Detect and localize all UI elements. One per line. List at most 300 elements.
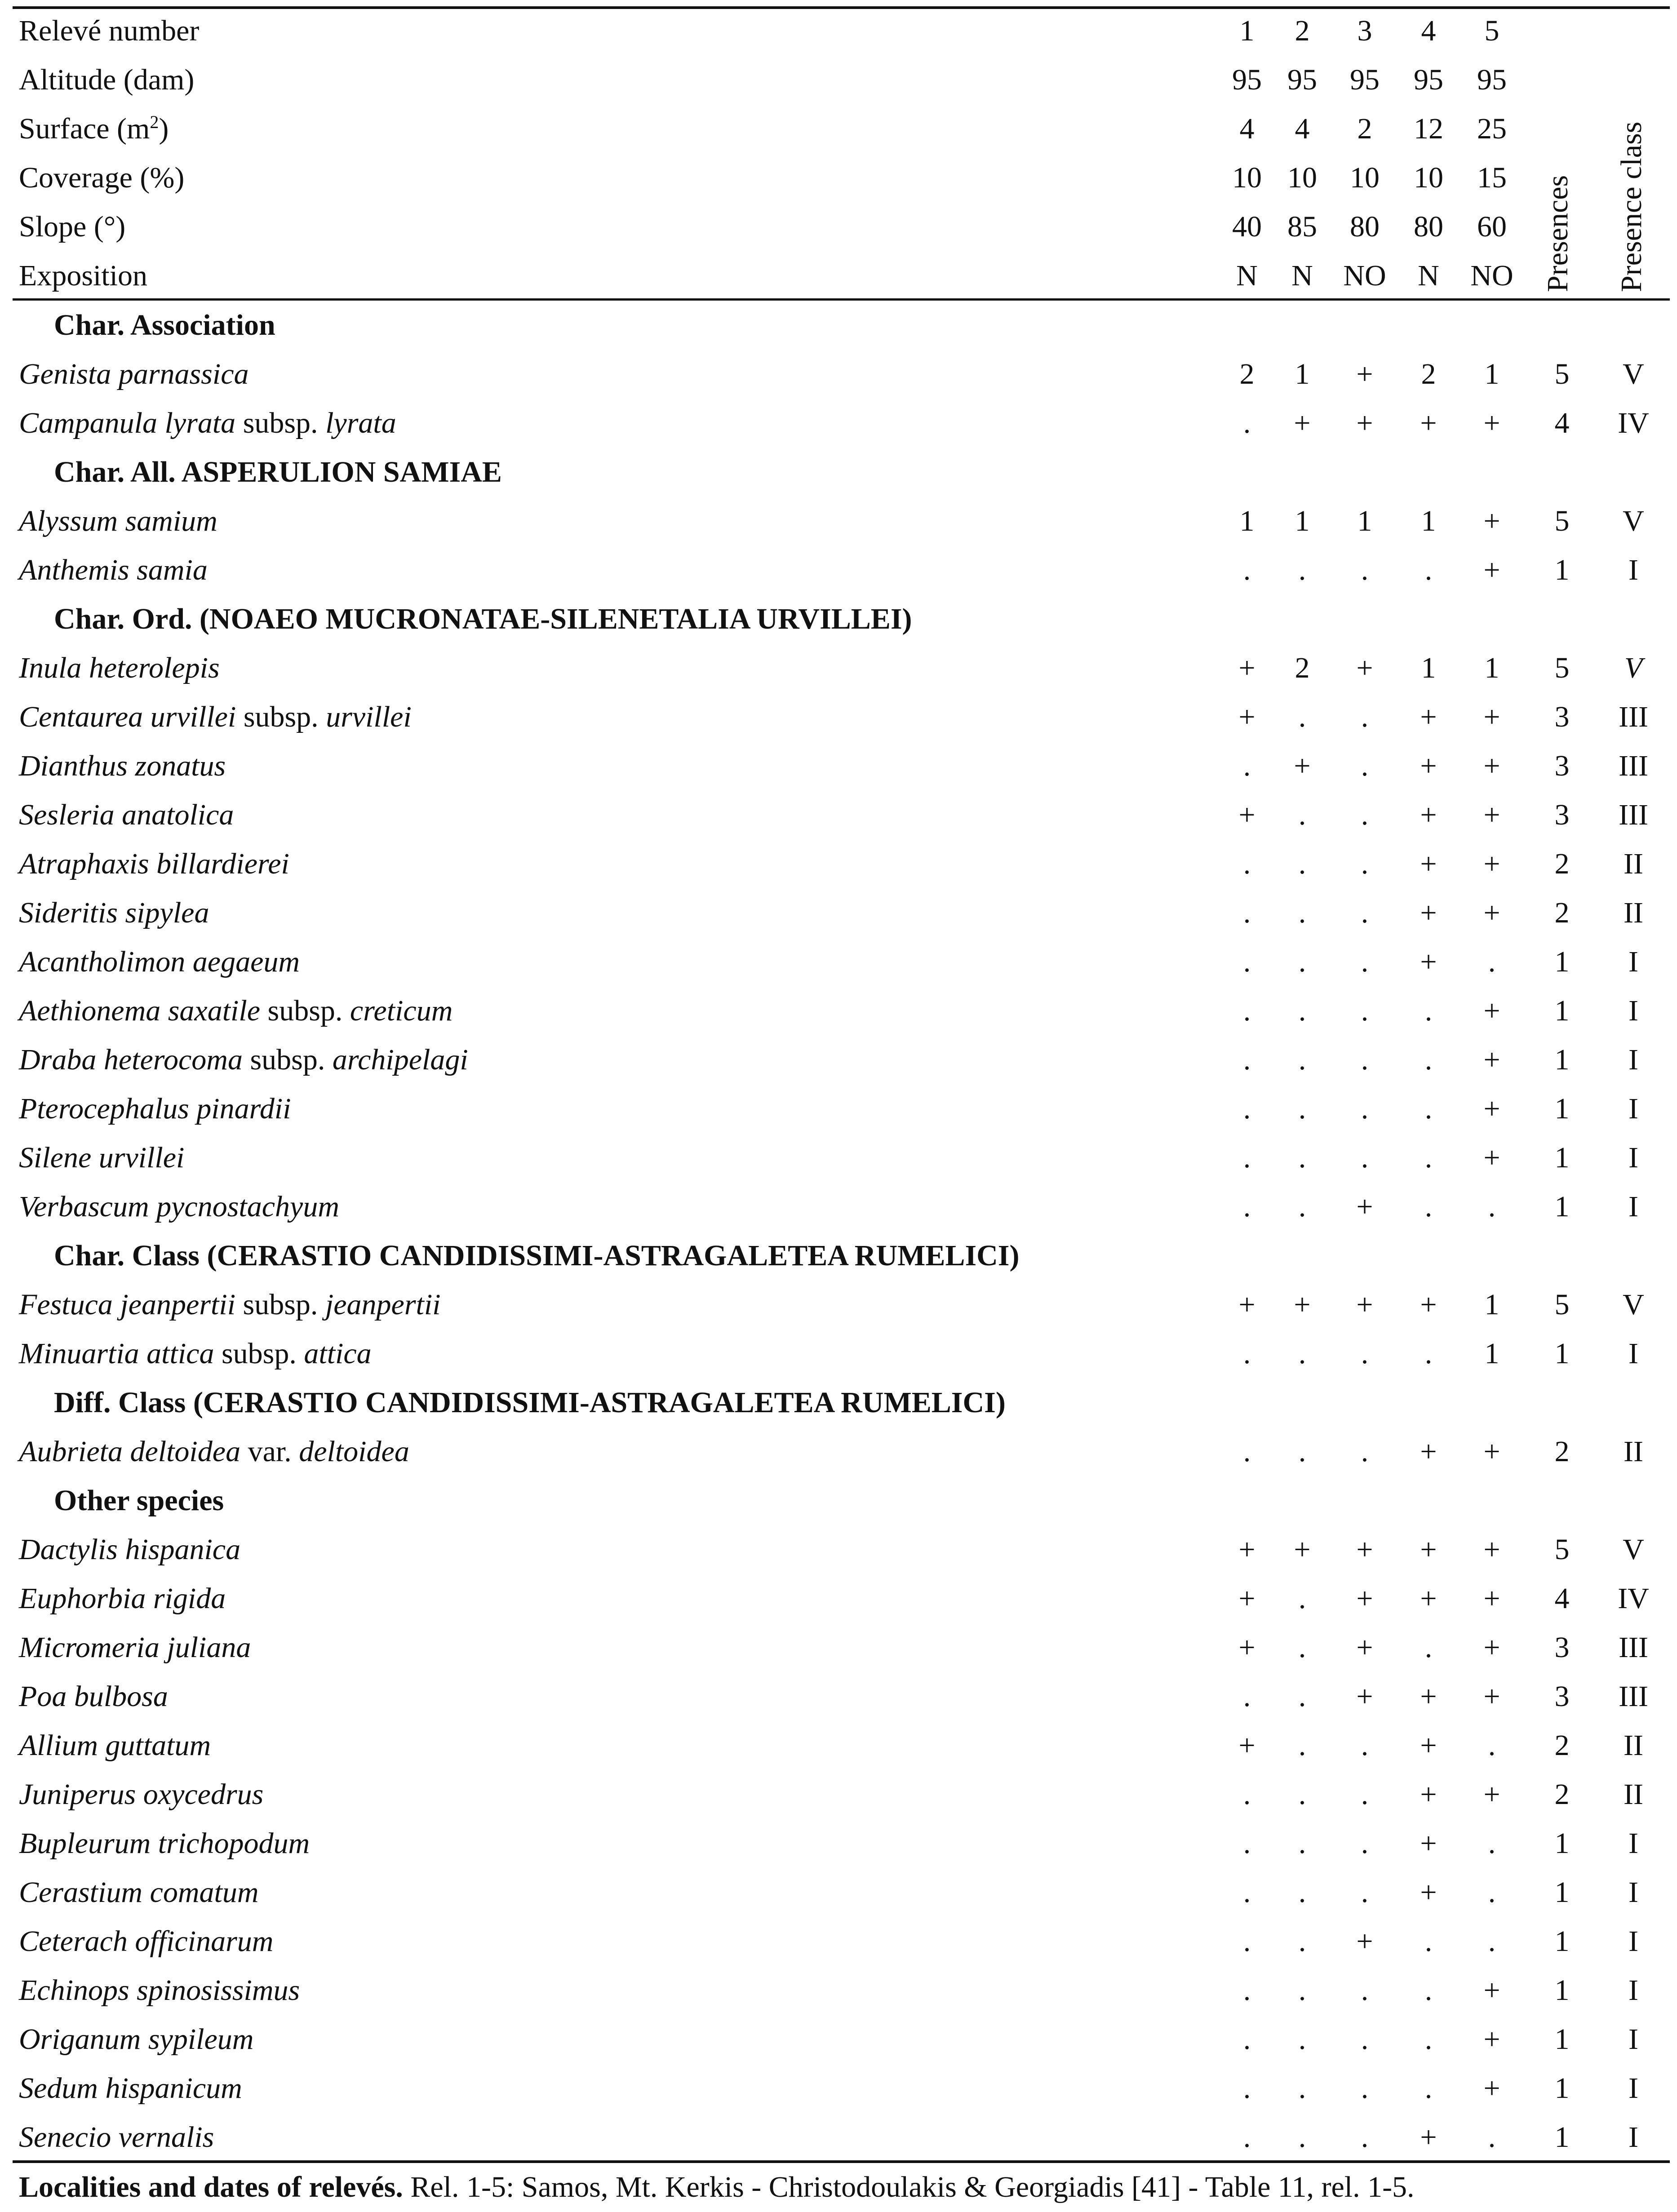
species-name: Aubrieta deltoidea var. deltoidea xyxy=(19,1435,409,1468)
cover-value-releve-4: . xyxy=(1424,1190,1433,1223)
cover-value-releve-4: + xyxy=(1420,945,1437,978)
header-value: 12 xyxy=(1414,112,1443,145)
cover-value-releve-1: + xyxy=(1238,1729,1256,1762)
presence-class-value: I xyxy=(1628,1043,1638,1076)
species-row xyxy=(0,1280,1677,1329)
cover-value-releve-4: . xyxy=(1424,554,1433,586)
species-name: Atraphaxis billardierei xyxy=(19,847,289,880)
header-value: 3 xyxy=(1357,14,1372,47)
presence-class-value: I xyxy=(1628,1190,1638,1223)
cover-value-releve-4: + xyxy=(1420,1680,1437,1713)
presences-value: 5 xyxy=(1554,652,1570,684)
cover-value-releve-3: . xyxy=(1361,2023,1369,2056)
species-row xyxy=(0,1623,1677,1672)
species-name: Silene urvillei xyxy=(19,1141,185,1174)
presence-class-value: III xyxy=(1619,700,1648,733)
cover-value-releve-3: + xyxy=(1356,1190,1373,1223)
cover-value-releve-4: + xyxy=(1420,1582,1437,1615)
cover-value-releve-1: . xyxy=(1243,896,1251,929)
section-heading: Char. All. ASPERULION SAMIAE xyxy=(54,456,502,488)
cover-value-releve-1: + xyxy=(1238,1533,1256,1566)
cover-value-releve-4: . xyxy=(1424,2023,1433,2056)
cover-value-releve-5: + xyxy=(1483,1680,1500,1713)
cover-value-releve-3: + xyxy=(1356,1680,1373,1713)
cover-value-releve-2: . xyxy=(1298,1974,1306,2007)
cover-value-releve-1: . xyxy=(1243,1043,1251,1076)
presence-class-value: V xyxy=(1623,358,1644,390)
species-row xyxy=(0,1525,1677,1574)
header-value: 80 xyxy=(1414,210,1443,243)
header-label: Slope (°) xyxy=(19,210,126,243)
section-heading: Char. Ord. (NOAEO MUCRONATAE-SILENETALIA URVILLEI) xyxy=(54,603,912,635)
presences-value: 2 xyxy=(1554,1778,1570,1811)
header-value: 95 xyxy=(1232,63,1262,96)
header-value: 4 xyxy=(1421,14,1436,47)
species-row xyxy=(0,350,1677,399)
cover-value-releve-5: + xyxy=(1483,749,1500,782)
cover-value-releve-4: . xyxy=(1424,1925,1433,1958)
cover-value-releve-4: . xyxy=(1424,1141,1433,1174)
section-heading: Other species xyxy=(54,1484,224,1517)
presence-class-value: I xyxy=(1628,1092,1638,1125)
species-row xyxy=(0,1868,1677,1917)
cover-value-releve-3: . xyxy=(1361,1337,1369,1370)
presences-value: 1 xyxy=(1554,1925,1570,1958)
cover-value-releve-4: . xyxy=(1424,1043,1433,1076)
header-value: 4 xyxy=(1295,112,1310,145)
cover-value-releve-2: . xyxy=(1298,1680,1306,1713)
presences-value: 5 xyxy=(1554,1533,1570,1566)
cover-value-releve-3: . xyxy=(1361,1876,1369,1909)
species-row xyxy=(0,692,1677,741)
presences-value: 1 xyxy=(1554,1190,1570,1223)
section-heading-row xyxy=(0,448,1677,496)
presences-value: 5 xyxy=(1554,358,1570,390)
presence-class-value: I xyxy=(1628,2072,1638,2105)
species-name: Dactylis hispanica xyxy=(19,1533,241,1566)
cover-value-releve-4: . xyxy=(1424,1092,1433,1125)
species-name: Senecio vernalis xyxy=(19,2121,214,2154)
header-row-coverage xyxy=(0,153,1677,202)
cover-value-releve-1: . xyxy=(1243,2023,1251,2056)
cover-value-releve-5: + xyxy=(1483,1631,1500,1664)
cover-value-releve-4: + xyxy=(1420,1533,1437,1566)
section-heading-row xyxy=(0,1231,1677,1280)
cover-value-releve-1: . xyxy=(1243,2072,1251,2105)
cover-value-releve-4: + xyxy=(1420,1288,1437,1321)
header-value: 60 xyxy=(1477,210,1507,243)
cover-value-releve-2: + xyxy=(1294,407,1311,439)
species-row xyxy=(0,643,1677,692)
cover-value-releve-2: 1 xyxy=(1295,358,1310,390)
presence-class-value: I xyxy=(1628,1925,1638,1958)
cover-value-releve-3: . xyxy=(1361,896,1369,929)
species-name: Verbascum pycnostachyum xyxy=(19,1190,339,1223)
presences-value: 1 xyxy=(1554,1827,1570,1860)
cover-value-releve-3: 1 xyxy=(1357,505,1372,537)
cover-value-releve-3: . xyxy=(1361,798,1369,831)
cover-value-releve-1: . xyxy=(1243,749,1251,782)
header-row-slope xyxy=(0,202,1677,251)
species-row xyxy=(0,986,1677,1035)
cover-value-releve-3: . xyxy=(1361,945,1369,978)
species-row xyxy=(0,496,1677,545)
cover-value-releve-2: . xyxy=(1298,1435,1306,1468)
cover-value-releve-3: + xyxy=(1356,1288,1373,1321)
cover-value-releve-3: . xyxy=(1361,1043,1369,1076)
cover-value-releve-3: . xyxy=(1361,847,1369,880)
presences-value: 2 xyxy=(1554,1435,1570,1468)
species-name: Dianthus zonatus xyxy=(19,749,226,782)
presence-class-value: II xyxy=(1624,1778,1643,1811)
cover-value-releve-1: . xyxy=(1243,1827,1251,1860)
species-name: Alyssum samium xyxy=(19,505,217,537)
cover-value-releve-2: . xyxy=(1298,1631,1306,1664)
cover-value-releve-5: + xyxy=(1483,1435,1500,1468)
species-row xyxy=(0,1819,1677,1868)
presences-value: 1 xyxy=(1554,554,1570,586)
presence-class-value: II xyxy=(1624,847,1643,880)
header-row-altitude xyxy=(0,55,1677,104)
presences-value: 4 xyxy=(1554,407,1570,439)
species-name: Allium guttatum xyxy=(19,1729,211,1762)
cover-value-releve-4: + xyxy=(1420,896,1437,929)
cover-value-releve-2: + xyxy=(1294,1288,1311,1321)
cover-value-releve-5: 1 xyxy=(1484,1337,1500,1370)
cover-value-releve-5: . xyxy=(1488,2121,1496,2154)
cover-value-releve-3: . xyxy=(1361,994,1369,1027)
cover-value-releve-5: . xyxy=(1488,1876,1496,1909)
cover-value-releve-1: . xyxy=(1243,847,1251,880)
species-name: Pterocephalus pinardii xyxy=(19,1092,291,1125)
species-name: Genista parnassica xyxy=(19,358,249,390)
species-name: Cerastium comatum xyxy=(19,1876,259,1909)
cover-value-releve-1: + xyxy=(1238,1582,1256,1615)
cover-value-releve-5: . xyxy=(1488,945,1496,978)
cover-value-releve-5: . xyxy=(1488,1190,1496,1223)
species-row xyxy=(0,1133,1677,1182)
cover-value-releve-1: + xyxy=(1238,798,1256,831)
presence-class-value: I xyxy=(1628,1876,1638,1909)
header-value: 95 xyxy=(1287,63,1317,96)
footnote-text: Rel. 1-5: Samos, Mt. Kerkis - Christodoulakis & Georgiadis [41] - Table 11, rel. 1-5. xyxy=(403,2171,1415,2203)
header-row-releve xyxy=(0,6,1677,55)
cover-value-releve-3: . xyxy=(1361,1827,1369,1860)
species-row xyxy=(0,1035,1677,1084)
species-row xyxy=(0,888,1677,937)
presences-value: 5 xyxy=(1554,505,1570,537)
cover-value-releve-5: + xyxy=(1483,994,1500,1027)
cover-value-releve-3: . xyxy=(1361,1141,1369,1174)
presence-class-value: I xyxy=(1628,2023,1638,2056)
header-row-surface xyxy=(0,104,1677,153)
cover-value-releve-4: 1 xyxy=(1421,505,1436,537)
species-row xyxy=(0,1672,1677,1721)
cover-value-releve-1: . xyxy=(1243,1190,1251,1223)
species-name: Juniperus oxycedrus xyxy=(19,1778,264,1811)
cover-value-releve-5: . xyxy=(1488,1827,1496,1860)
cover-value-releve-1: + xyxy=(1238,700,1256,733)
species-name: Festuca jeanpertii subsp. jeanpertii xyxy=(19,1288,441,1321)
presences-value: 3 xyxy=(1554,1631,1570,1664)
presences-value: 3 xyxy=(1554,749,1570,782)
cover-value-releve-2: . xyxy=(1298,1827,1306,1860)
species-name: Aethionema saxatile subsp. creticum xyxy=(19,994,453,1027)
cover-value-releve-2: . xyxy=(1298,1925,1306,1958)
section-heading: Char. Class (CERASTIO CANDIDISSIMI-ASTRAGALETEA RUMELICI) xyxy=(54,1239,1020,1272)
cover-value-releve-1: . xyxy=(1243,1876,1251,1909)
header-row-exposition xyxy=(0,251,1677,300)
cover-value-releve-5: + xyxy=(1483,1533,1500,1566)
cover-value-releve-2: . xyxy=(1298,896,1306,929)
cover-value-releve-3: + xyxy=(1356,1533,1373,1566)
presence-class-value: I xyxy=(1628,945,1638,978)
presences-value: 3 xyxy=(1554,798,1570,831)
header-value: 80 xyxy=(1350,210,1380,243)
cover-value-releve-1: . xyxy=(1243,2121,1251,2154)
presence-class-value: I xyxy=(1628,554,1638,586)
presence-class-value: IV xyxy=(1618,407,1649,439)
species-row xyxy=(0,839,1677,888)
cover-value-releve-4: . xyxy=(1424,2072,1433,2105)
presence-class-value: I xyxy=(1628,2121,1638,2154)
cover-value-releve-2: . xyxy=(1298,1337,1306,1370)
presences-value: 2 xyxy=(1554,896,1570,929)
header-value: 40 xyxy=(1232,210,1262,243)
presence-class-header: Presence class xyxy=(1615,121,1648,292)
header-label: Surface $(m^2)$ xyxy=(19,112,169,145)
header-value: 4 xyxy=(1239,112,1255,145)
cover-value-releve-5: + xyxy=(1483,1092,1500,1125)
cover-value-releve-5: 1 xyxy=(1484,652,1500,684)
presence-class-value: II xyxy=(1624,896,1643,929)
cover-value-releve-5: + xyxy=(1483,407,1500,439)
cover-value-releve-2: 1 xyxy=(1295,505,1310,537)
cover-value-releve-5: + xyxy=(1483,505,1500,537)
presence-class-value: V xyxy=(1623,1288,1644,1321)
header-value: 5 xyxy=(1484,14,1500,47)
cover-value-releve-2: . xyxy=(1298,1141,1306,1174)
header-label: Exposition xyxy=(19,259,148,292)
cover-value-releve-1: 2 xyxy=(1239,358,1255,390)
cover-value-releve-1: . xyxy=(1243,1435,1251,1468)
cover-value-releve-4: . xyxy=(1424,994,1433,1027)
bottom-rule xyxy=(13,2160,1670,2163)
cover-value-releve-4: + xyxy=(1420,749,1437,782)
species-name: Centaurea urvillei subsp. urvillei xyxy=(19,700,412,733)
cover-value-releve-5: . xyxy=(1488,1925,1496,1958)
cover-value-releve-2: . xyxy=(1298,945,1306,978)
presence-class-value: III xyxy=(1619,798,1648,831)
table-footnote xyxy=(19,2165,1415,2210)
cover-value-releve-4: + xyxy=(1420,1876,1437,1909)
presences-value: 1 xyxy=(1554,1974,1570,2007)
presences-value: 1 xyxy=(1554,945,1570,978)
cover-value-releve-1: . xyxy=(1243,1974,1251,2007)
cover-value-releve-1: + xyxy=(1238,652,1256,684)
cover-value-releve-5: + xyxy=(1483,1974,1500,2007)
cover-value-releve-4: 1 xyxy=(1421,652,1436,684)
cover-value-releve-5: + xyxy=(1483,554,1500,586)
presences-header: Presences xyxy=(1541,175,1574,292)
presences-value: 1 xyxy=(1554,2023,1570,2056)
presences-value: 1 xyxy=(1554,1337,1570,1370)
cover-value-releve-3: . xyxy=(1361,749,1369,782)
cover-value-releve-4: . xyxy=(1424,1631,1433,1664)
presences-value: 1 xyxy=(1554,2072,1570,2105)
cover-value-releve-2: . xyxy=(1298,1876,1306,1909)
cover-value-releve-5: + xyxy=(1483,2072,1500,2105)
species-name: Minuartia attica subsp. attica xyxy=(19,1337,372,1370)
species-name: Draba heterocoma subsp. archipelagi xyxy=(19,1043,468,1076)
presences-value: 1 xyxy=(1554,1141,1570,1174)
species-row xyxy=(0,1329,1677,1378)
cover-value-releve-2: . xyxy=(1298,1729,1306,1762)
section-heading-row xyxy=(0,594,1677,643)
cover-value-releve-5: + xyxy=(1483,847,1500,880)
cover-value-releve-2: . xyxy=(1298,2072,1306,2105)
cover-value-releve-4: + xyxy=(1420,798,1437,831)
species-row xyxy=(0,1770,1677,1819)
cover-value-releve-3: . xyxy=(1361,1435,1369,1468)
cover-value-releve-5: + xyxy=(1483,1582,1500,1615)
header-value: N xyxy=(1236,259,1258,292)
presence-class-value: I xyxy=(1628,994,1638,1027)
cover-value-releve-5: + xyxy=(1483,2023,1500,2056)
cover-value-releve-5: 1 xyxy=(1484,1288,1500,1321)
presences-value: 1 xyxy=(1554,2121,1570,2154)
cover-value-releve-2: + xyxy=(1294,1533,1311,1566)
species-name: Micromeria juliana xyxy=(19,1631,251,1664)
species-row xyxy=(0,1427,1677,1476)
header-value: N xyxy=(1291,259,1313,292)
species-name: Sideritis sipylea xyxy=(19,896,209,929)
species-row xyxy=(0,790,1677,839)
species-row xyxy=(0,937,1677,986)
header-label: Relevé number xyxy=(19,14,200,47)
cover-value-releve-5: + xyxy=(1483,1778,1500,1811)
header-label: Altitude (dam) xyxy=(19,63,195,96)
cover-value-releve-4: + xyxy=(1420,2121,1437,2154)
cover-value-releve-4: + xyxy=(1420,1778,1437,1811)
cover-value-releve-1: . xyxy=(1243,1778,1251,1811)
species-row xyxy=(0,1917,1677,1966)
species-row xyxy=(0,741,1677,790)
presence-class-value: V xyxy=(1623,505,1644,537)
presence-class-value: V xyxy=(1624,652,1643,684)
cover-value-releve-1: . xyxy=(1243,1925,1251,1958)
header-value: NO xyxy=(1470,259,1513,292)
cover-value-releve-1: . xyxy=(1243,1680,1251,1713)
species-name: Ceterach officinarum xyxy=(19,1925,274,1958)
presences-value: 3 xyxy=(1554,1680,1570,1713)
cover-value-releve-2: 2 xyxy=(1295,652,1310,684)
section-heading-row xyxy=(0,1378,1677,1427)
header-value: 2 xyxy=(1357,112,1372,145)
cover-value-releve-4: + xyxy=(1420,407,1437,439)
header-value: 85 xyxy=(1287,210,1317,243)
cover-value-releve-4: + xyxy=(1420,700,1437,733)
species-row xyxy=(0,1721,1677,1770)
species-name: Acantholimon aegaeum xyxy=(19,945,300,978)
species-row xyxy=(0,1084,1677,1133)
species-row xyxy=(0,399,1677,448)
cover-value-releve-3: + xyxy=(1356,358,1373,390)
presences-value: 3 xyxy=(1554,700,1570,733)
cover-value-releve-2: . xyxy=(1298,798,1306,831)
cover-value-releve-1: 1 xyxy=(1239,505,1255,537)
presences-value: 2 xyxy=(1554,1729,1570,1762)
cover-value-releve-2: . xyxy=(1298,700,1306,733)
cover-value-releve-5: + xyxy=(1483,1141,1500,1174)
cover-value-releve-1: . xyxy=(1243,407,1251,439)
cover-value-releve-1: . xyxy=(1243,1092,1251,1125)
cover-value-releve-1: . xyxy=(1243,994,1251,1027)
cover-value-releve-3: . xyxy=(1361,1778,1369,1811)
presence-class-value: I xyxy=(1628,1974,1638,2007)
section-heading: Char. Association xyxy=(54,309,275,341)
header-value: 1 xyxy=(1239,14,1255,47)
presence-class-value: II xyxy=(1624,1729,1643,1762)
header-value: 10 xyxy=(1232,161,1262,194)
species-name: Sesleria anatolica xyxy=(19,798,234,831)
species-row xyxy=(0,1574,1677,1623)
header-label: Coverage (%) xyxy=(19,161,185,194)
presences-value: 1 xyxy=(1554,1092,1570,1125)
cover-value-releve-1: . xyxy=(1243,554,1251,586)
presence-class-value: I xyxy=(1628,1827,1638,1860)
cover-value-releve-2: . xyxy=(1298,554,1306,586)
section-heading-row xyxy=(0,301,1677,350)
header-value: 95 xyxy=(1477,63,1507,96)
species-name: Anthemis samia xyxy=(19,554,208,586)
cover-value-releve-1: . xyxy=(1243,945,1251,978)
cover-value-releve-5: 1 xyxy=(1484,358,1500,390)
species-row xyxy=(0,2015,1677,2064)
cover-value-releve-4: + xyxy=(1420,847,1437,880)
species-name: Inula heterolepis xyxy=(19,652,220,684)
species-name: Sedum hispanicum xyxy=(19,2072,242,2105)
header-value: 15 xyxy=(1477,161,1507,194)
cover-value-releve-2: . xyxy=(1298,1092,1306,1125)
presences-value: 1 xyxy=(1554,994,1570,1027)
cover-value-releve-3: . xyxy=(1361,1729,1369,1762)
section-heading-row xyxy=(0,1476,1677,1525)
header-value: 2 xyxy=(1295,14,1310,47)
cover-value-releve-2: . xyxy=(1298,847,1306,880)
cover-value-releve-4: . xyxy=(1424,1974,1433,2007)
species-row xyxy=(0,1182,1677,1231)
cover-value-releve-2: + xyxy=(1294,749,1311,782)
header-value: 95 xyxy=(1414,63,1443,96)
cover-value-releve-1: + xyxy=(1238,1631,1256,1664)
cover-value-releve-3: + xyxy=(1356,1925,1373,1958)
cover-value-releve-2: . xyxy=(1298,994,1306,1027)
cover-value-releve-5: + xyxy=(1483,798,1500,831)
cover-value-releve-5: + xyxy=(1483,700,1500,733)
cover-value-releve-3: . xyxy=(1361,1092,1369,1125)
header-value: 10 xyxy=(1350,161,1380,194)
species-name: Echinops spinosissimus xyxy=(19,1974,300,2007)
cover-value-releve-3: . xyxy=(1361,554,1369,586)
presence-class-value: II xyxy=(1624,1435,1643,1468)
header-value: NO xyxy=(1343,259,1386,292)
species-name: Campanula lyrata subsp. lyrata xyxy=(19,407,396,439)
presences-value: 4 xyxy=(1554,1582,1570,1615)
species-row xyxy=(0,2064,1677,2113)
cover-value-releve-3: + xyxy=(1356,1631,1373,1664)
cover-value-releve-3: . xyxy=(1361,700,1369,733)
